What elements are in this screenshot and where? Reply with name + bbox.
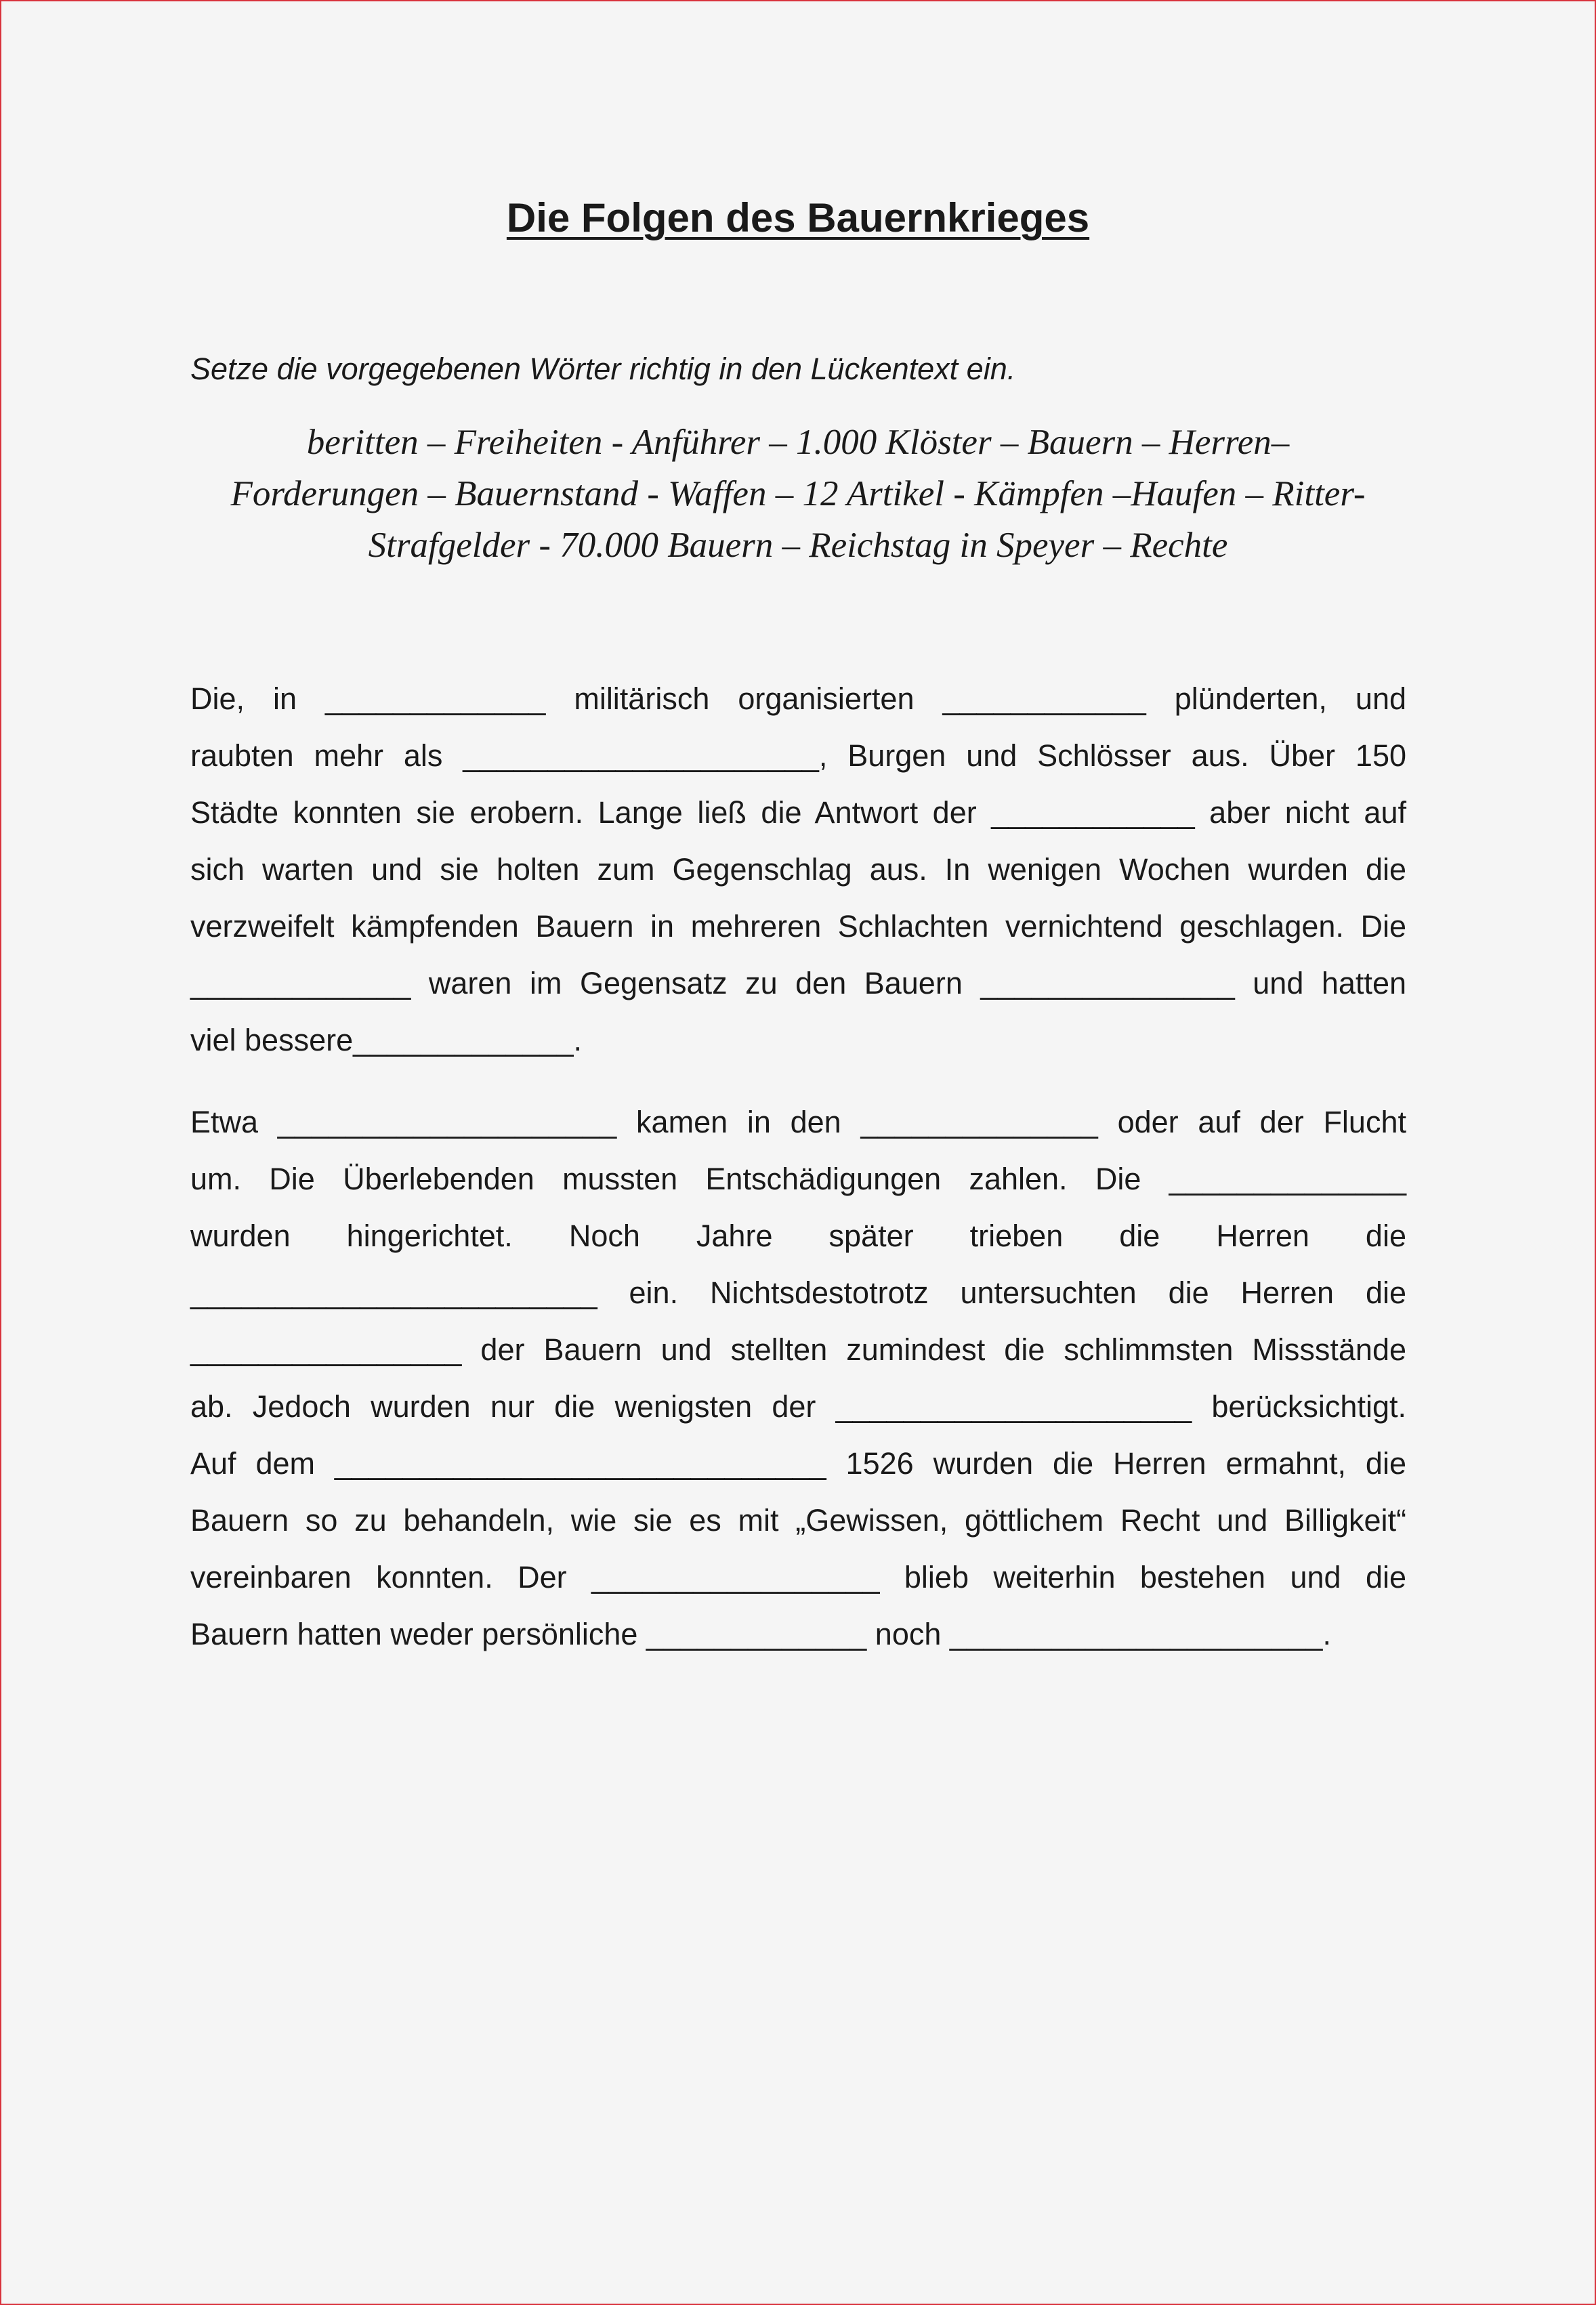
word-bank-line: Forderungen – Bauernstand - Waffen – 12 Artikel - Kämpfen –Haufen – Ritter- xyxy=(230,474,1366,513)
paragraph-line: Bauern hatten weder persönliche _____________ noch ______________________. xyxy=(190,1617,1331,1651)
paragraph-line: wurden hingerichtet. Noch Jahre später trieben die Herren die xyxy=(190,1219,1406,1253)
paragraph-line: viel bessere_____________. xyxy=(190,1023,582,1057)
paragraph-line: _____________ waren im Gegensatz zu den Bauern _______________ und hatten xyxy=(190,966,1406,1000)
paragraph-line: Städte konnten sie erobern. Lange ließ die Antwort der ____________ aber nicht auf xyxy=(190,795,1406,830)
paragraph-line: um. Die Überlebenden mussten Entschädigungen zahlen. Die ______________ xyxy=(190,1162,1406,1196)
word-bank-line: Strafgelder - 70.000 Bauern – Reichstag in Speyer – Rechte xyxy=(368,526,1228,565)
instruction-text: Setze die vorgegebenen Wörter richtig in den Lückentext ein. xyxy=(190,352,1016,386)
paragraph-line: Die, in _____________ militärisch organisierten ____________ plünderten, und xyxy=(190,681,1406,716)
cloze-paragraph-2 xyxy=(190,1094,1406,1663)
paragraph-line: Bauern so zu behandeln, wie sie es mit „Gewissen, göttlichem Recht und Billigkeit“ xyxy=(190,1503,1406,1538)
paragraph-line: Auf dem _____________________________ 1526 wurden die Herren ermahnt, die xyxy=(190,1446,1406,1481)
cloze-paragraph-1 xyxy=(190,671,1406,1069)
paragraph-line: raubten mehr als _____________________, Burgen und Schlösser aus. Über 150 xyxy=(190,738,1406,773)
page-title: Die Folgen des Bauernkrieges xyxy=(506,195,1090,240)
paragraph-line: ________________________ ein. Nichtsdestotrotz untersuchten die Herren die xyxy=(190,1275,1406,1310)
word-bank-line: beritten – Freiheiten - Anführer – 1.000 Klöster – Bauern – Herren– xyxy=(306,423,1290,462)
word-bank xyxy=(190,417,1406,571)
paragraph-line: sich warten und sie holten zum Gegenschlag aus. In wenigen Wochen wurden die xyxy=(190,852,1406,887)
paragraph-line: ab. Jedoch wurden nur die wenigsten der _____________________ berücksichtigt. xyxy=(190,1389,1406,1424)
paragraph-line: vereinbaren konnten. Der _________________ blieb weiterhin bestehen und die xyxy=(190,1560,1406,1594)
paragraph-line: verzweifelt kämpfenden Bauern in mehreren Schlachten vernichtend geschlagen. Die xyxy=(190,909,1406,944)
paragraph-line: Etwa ____________________ kamen in den ______________ oder auf der Flucht xyxy=(190,1105,1406,1139)
paragraph-line: ________________ der Bauern und stellten zumindest die schlimmsten Missstände xyxy=(190,1332,1406,1367)
